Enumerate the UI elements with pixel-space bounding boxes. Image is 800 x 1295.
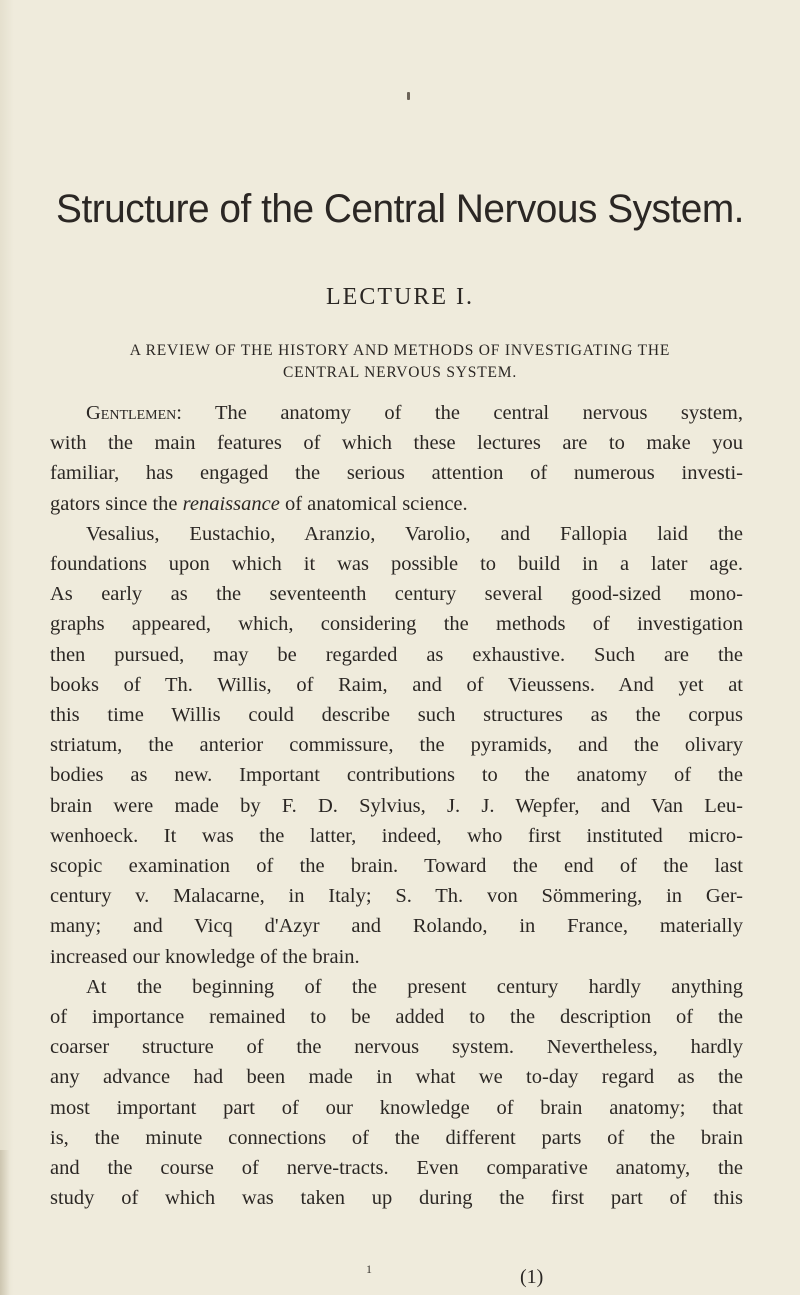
text-line: then pursued, may be regarded as exhaustive. Such are the <box>50 643 743 666</box>
text-line: gators since the renaissance of anatomical science. <box>50 492 468 515</box>
text-line: bodies as new. Important contributions to the anatomy of the <box>50 764 743 787</box>
signature-mark: 1 <box>366 1262 372 1276</box>
text-line: of importance remained to be added to the description of the <box>50 1006 743 1029</box>
text-line: study of which was taken up during the first part of this <box>50 1187 743 1210</box>
text-line: Vesalius, Eustachio, Aranzio, Varolio, and Fallopia laid the <box>86 522 743 545</box>
page-number: (1) <box>520 1266 544 1288</box>
subtitle-line: A REVIEW OF THE HISTORY AND METHODS OF INVESTIGATING THE <box>129 342 671 359</box>
salutation: Gentlemen <box>86 402 177 424</box>
text-line: most important part of our knowledge of brain anatomy; that <box>50 1096 743 1119</box>
page-edge-shadow <box>0 1150 10 1295</box>
text-line: any advance had been made in what we to-day regard as the <box>50 1066 743 1089</box>
text-line: books of Th. Willis, of Raim, and of Vieussens. And yet at <box>50 673 743 696</box>
ink-mark <box>407 92 410 100</box>
text-line: many; and Vicq d'Azyr and Rolando, in France, materially <box>50 915 743 938</box>
text-line: century v. Malacarne, in Italy; S. Th. von Sömmering, in Ger- <box>50 885 743 908</box>
text-line: foundations upon which it was possible to build in a later age. <box>50 553 743 576</box>
text-line: striatum, the anterior commissure, the pyramids, and the olivary <box>50 734 743 757</box>
body-text <box>50 398 743 1213</box>
text-line: At the beginning of the present century hardly anything <box>86 975 743 998</box>
text-line: scopic examination of the brain. Toward the end of the last <box>50 855 743 878</box>
italic-term: renaissance <box>182 492 280 515</box>
lecture-heading: LECTURE I. <box>326 284 474 310</box>
page-title: Structure of the Central Nervous System. <box>56 187 744 231</box>
text-line: is, the minute connections of the different parts of the brain <box>50 1126 743 1149</box>
lecture-subtitle <box>0 340 800 384</box>
text-line: brain were made by F. D. Sylvius, J. J. Wepfer, and Van Leu- <box>50 794 743 817</box>
text-line: As early as the seventeenth century several good-sized mono- <box>50 583 743 606</box>
text-line: coarser structure of the nervous system. Nevertheless, hardly <box>50 1036 743 1059</box>
text-line: wenhoeck. It was the latter, indeed, who first instituted micro- <box>50 824 743 847</box>
text-line: familiar, has engaged the serious attention of numerous investi- <box>50 462 743 485</box>
text-line: graphs appeared, which, considering the methods of investigation <box>50 613 743 636</box>
text-line: with the main features of which these lectures are to make you <box>50 432 743 455</box>
text-line: increased our knowledge of the brain. <box>50 945 360 968</box>
subtitle-line: CENTRAL NERVOUS SYSTEM. <box>282 364 518 381</box>
text-line: Gentlemen: The anatomy of the central nervous system, <box>86 402 743 424</box>
text-line: and the course of nerve-tracts. Even comparative anatomy, the <box>50 1157 743 1180</box>
text-line: this time Willis could describe such structures as the corpus <box>50 704 743 727</box>
